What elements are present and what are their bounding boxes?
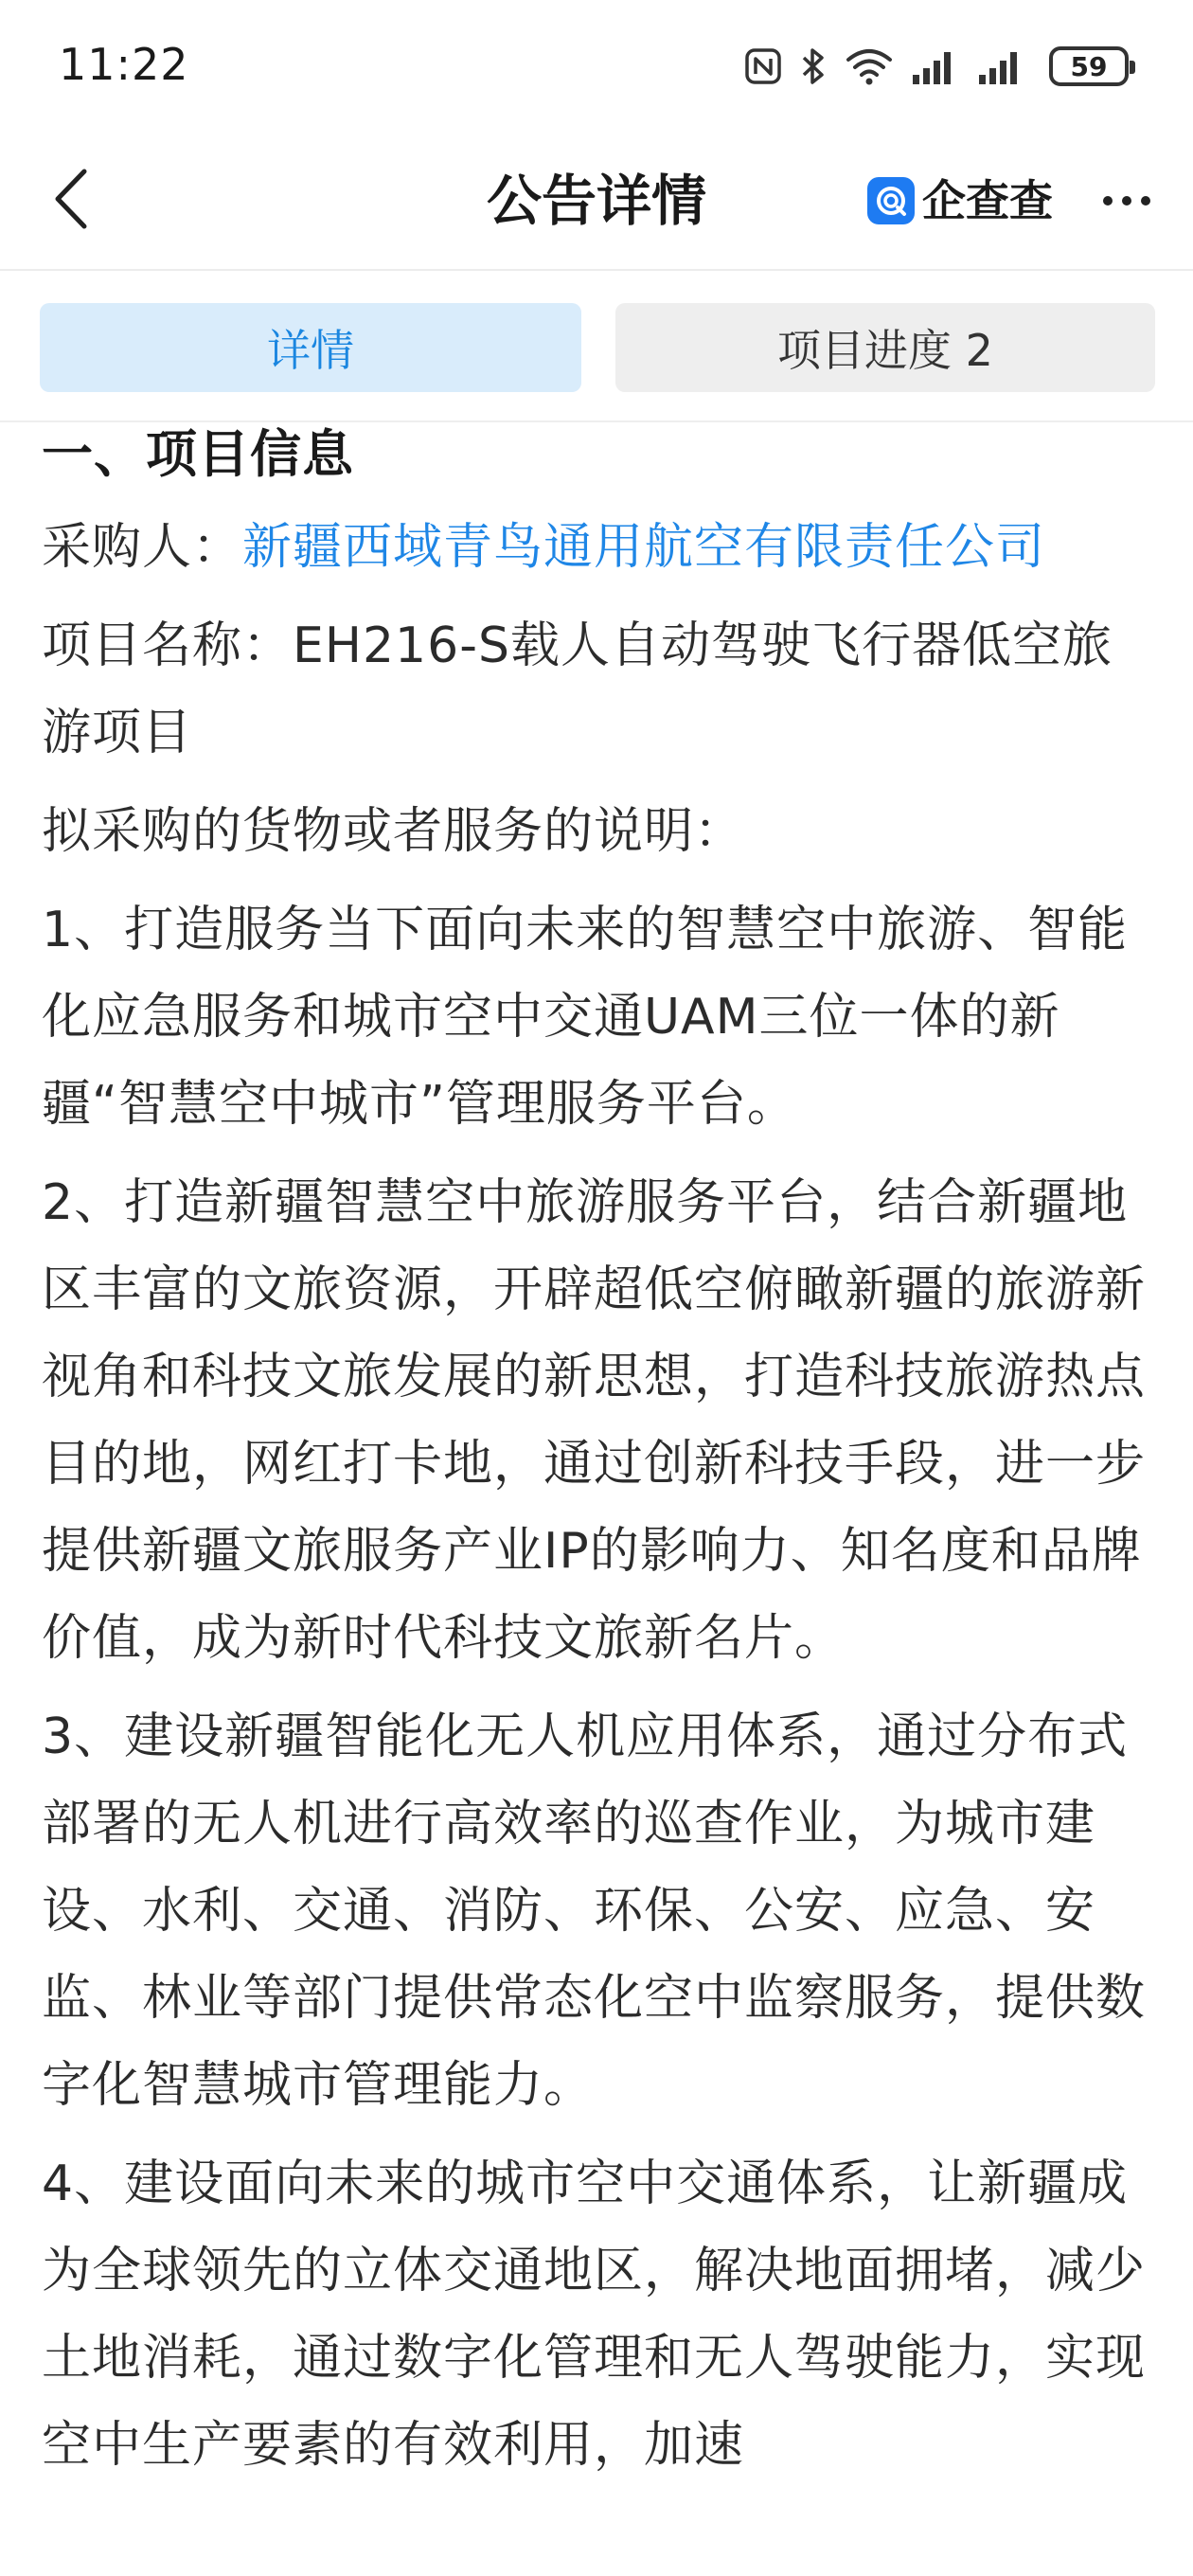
description-item-1: 1、打造服务当下面向未来的智慧空中旅游、智能化应急服务和城市空中交通UAM三位一体的新疆“智慧空中城市”管理服务平台。 [42,902,1129,1133]
buyer-row [42,504,1155,591]
status-bar [0,0,1193,133]
buyer-link[interactable]: 新疆西域青鸟通用航空有限责任公司 [242,519,1046,576]
buyer-label: 采购人： [42,519,243,576]
description-item-4: 4、建设面向未来的城市空中交通体系，让新疆成为全球领先的立体交通地区，解决地面拥堵，减少土地消耗，通过数字化管理和无人驾驶能力，实现空中生产要素的有效利用，加速 [42,2156,1147,2474]
qichacha-logo-icon [867,177,915,224]
battery-icon [1049,46,1129,86]
status-icons [744,42,1129,91]
brand-link[interactable] [867,170,1053,231]
description-item-2: 2、打造新疆智慧空中旅游服务平台，结合新疆地区丰富的文旅资源，开辟超低空俯瞰新疆的旅游新视角和科技文旅发展的新思想，打造科技旅游热点目的地，网红打卡地，通过创新科技手段，进一步提供新疆文旅服务产业IP的影响力、知名度和品牌价值，成为新时代科技文旅新名片。 [42,1174,1147,1667]
wifi-icon [845,46,894,86]
signal-icon [977,46,1026,86]
status-time: 11:22 [59,39,189,90]
more-dot [1141,196,1150,206]
page-title: 公告详情 [486,169,706,233]
battery-level: 59 [1070,50,1108,82]
project-name: 项目名称：EH216-S载人自动驾驶飞行器低空旅游项目 [42,617,1113,761]
nav-bar [0,133,1193,271]
tab-bar [0,271,1193,422]
bluetooth-icon [799,46,828,86]
signal-icon [911,46,960,86]
announcement-content [42,417,1155,2500]
more-dot [1103,196,1113,206]
nfc-icon [744,47,782,85]
brand-name: 企查查 [922,175,1053,226]
tab-project-progress[interactable]: 项目进度 2 [615,303,1155,392]
description-label: 拟采购的货物或者服务的说明： [42,803,745,860]
section-heading: 一、项目信息 [42,424,354,484]
tab-details[interactable]: 详情 [40,303,581,392]
more-button[interactable] [1089,170,1165,231]
description-item-3: 3、建设新疆智能化无人机应用体系，通过分布式部署的无人机进行高效率的巡查作业，为城市建设、水利、交通、消防、环保、公安、应急、安监、林业等部门提供常态化空中监察服务，提供数字化智慧城市管理能力。 [42,1708,1147,2114]
more-dot [1122,196,1131,206]
